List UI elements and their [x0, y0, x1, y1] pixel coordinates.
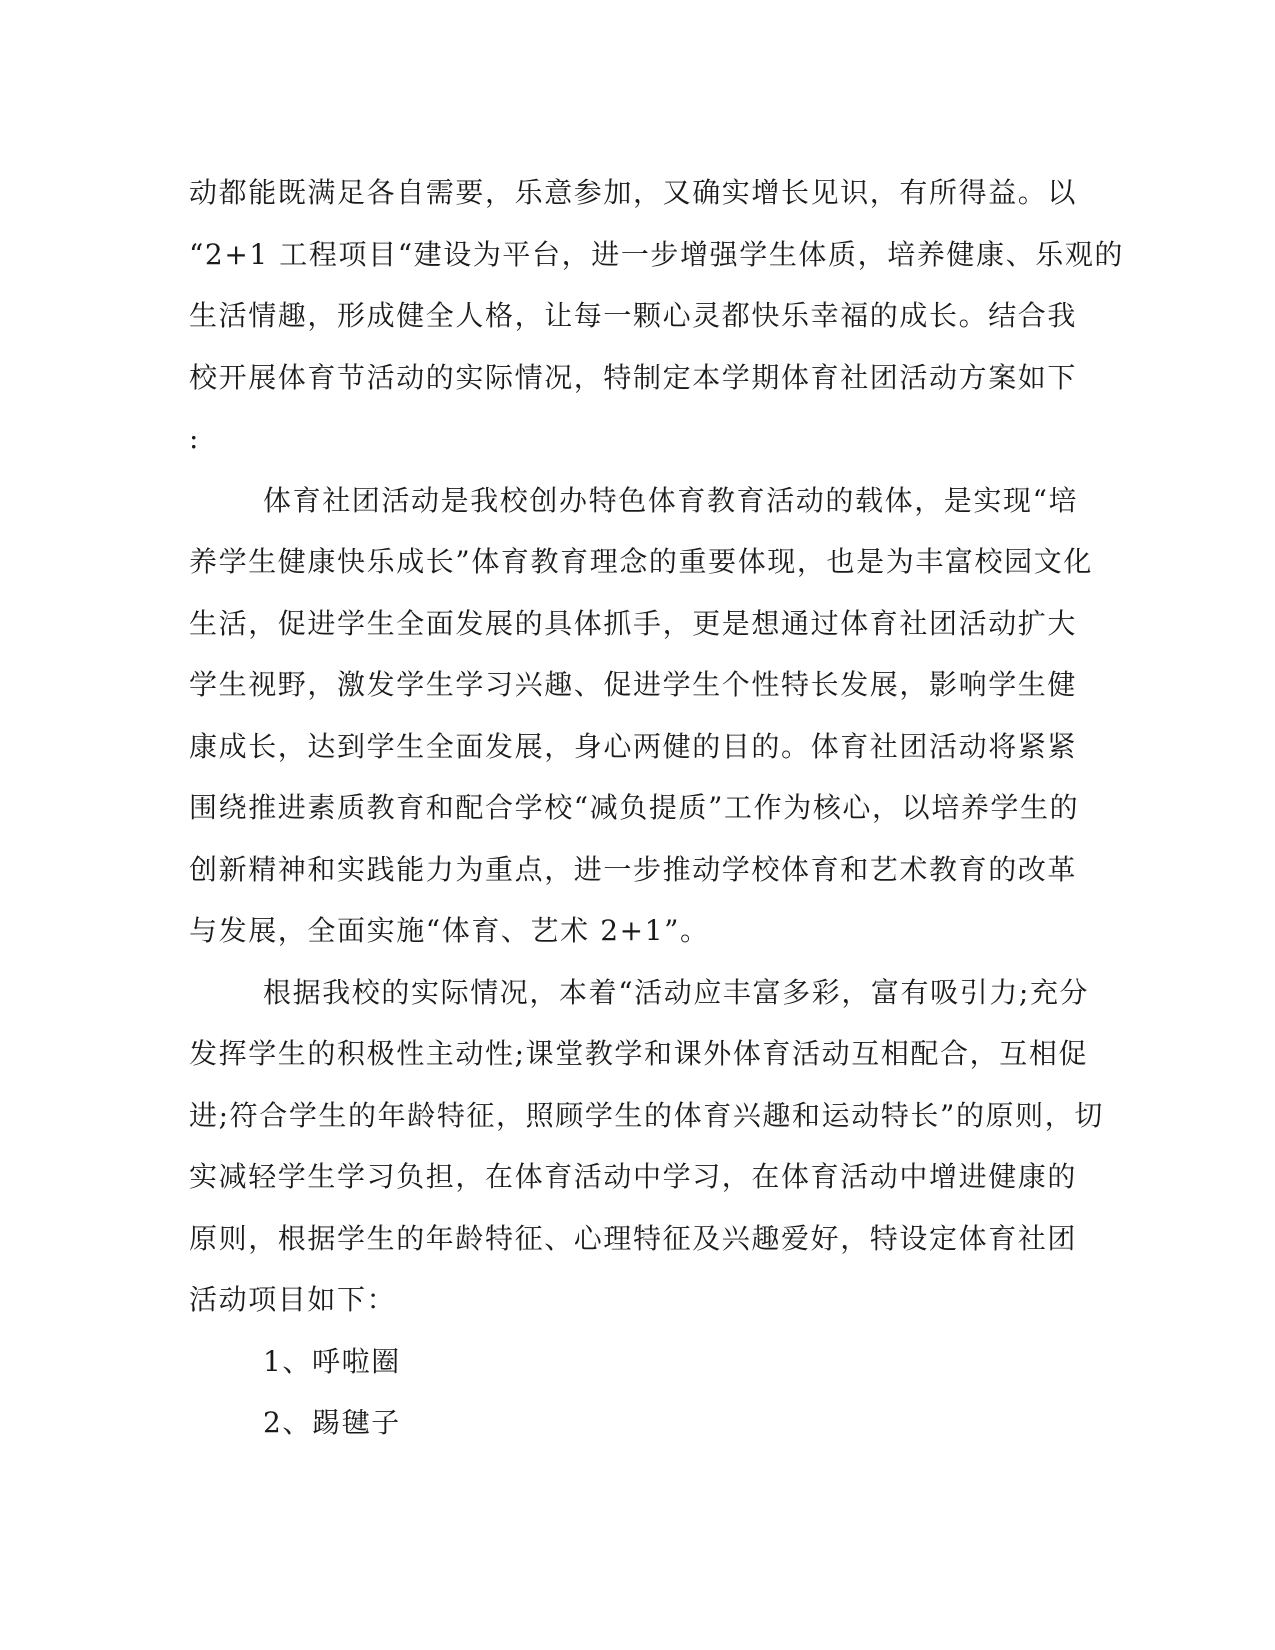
text-line: 养学生健康快乐成长”体育教育理念的重要体现，也是为丰富校园文化: [189, 545, 1093, 578]
text-line: 校开展体育节活动的实际情况，特制定本学期体育社团活动方案如下: [189, 360, 1078, 394]
text-line: 围绕推进素质教育和配合学校“减负提质”工作为核心，以培养学生的: [189, 791, 1080, 824]
text-line: 与发展，全面实施“体育、艺术 2+1”。: [189, 914, 710, 947]
text-line: 原则，根据学生的年龄特征、心理特征及兴趣爱好，特设定体育社团: [189, 1221, 1078, 1255]
text-line: 生活，促进学生全面发展的具体抓手，更是想通过体育社团活动扩大: [189, 606, 1078, 640]
text-line: 生活情趣，形成健全人格，让每一颗心灵都快乐幸福的成长。结合我: [189, 299, 1078, 332]
text-line: “2+1 工程项目“建设为平台，进一步增强学生体质，培养健康、乐观的: [189, 237, 1125, 271]
text-line: 进;符合学生的年龄特征，照顾学生的体育兴趣和运动特长”的原则，切: [189, 1098, 1104, 1132]
text-line: :: [189, 422, 201, 455]
text-line: 创新精神和实践能力为重点，进一步推动学校体育和艺术教育的改革: [189, 852, 1078, 886]
text-line: 根据我校的实际情况，本着“活动应丰富多彩，富有吸引力;充分: [263, 975, 1090, 1009]
text-line: 实减轻学生学习负担，在体育活动中学习，在体育活动中增进健康的: [189, 1160, 1078, 1193]
list-item: 1、呼啦圈: [263, 1344, 401, 1378]
text-line: 学生视野，激发学生学习兴趣、促进学生个性特长发展，影响学生健: [189, 668, 1078, 701]
text-line: 发挥学生的积极性主动性;课堂教学和课外体育活动互相配合，互相促: [189, 1037, 1089, 1070]
text-line: 活动项目如下：: [189, 1283, 397, 1316]
text-line: 体育社团活动是我校创办特色体育教育活动的载体，是实现“培: [263, 483, 1079, 517]
body-text: [189, 162, 1125, 1454]
text-line: 动都能既满足各自需要，乐意参加，又确实增长见识，有所得益。以: [189, 176, 1078, 209]
text-line: 康成长，达到学生全面发展，身心两健的目的。体育社团活动将紧紧: [189, 729, 1078, 763]
list-item: 2、踢毽子: [263, 1406, 401, 1439]
